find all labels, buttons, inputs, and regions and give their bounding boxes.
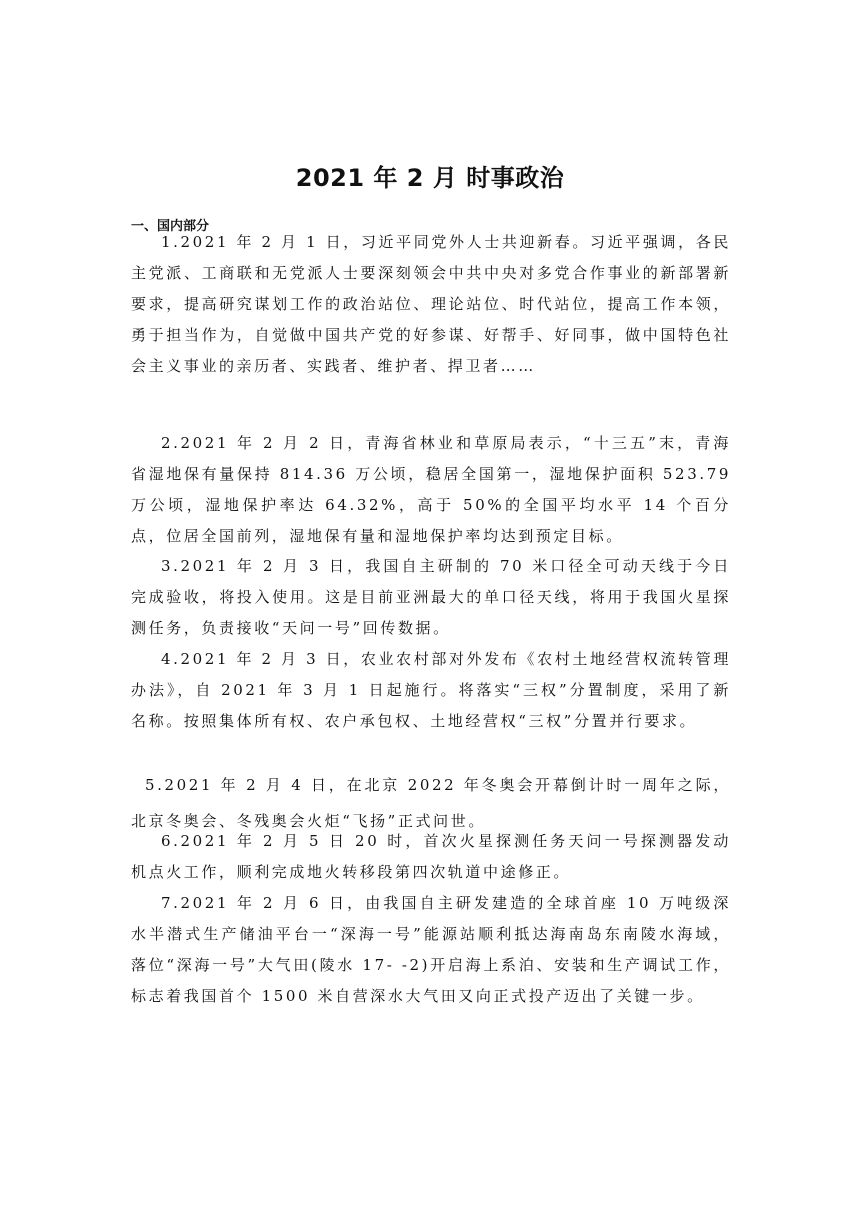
paragraph-item-6: 6.2021 年 2 月 5 日 20 时，首次火星探测任务天问一号探测器发动机点火工作，顺利完成地火转移段第四次轨道中途修正。: [131, 832, 731, 881]
paragraph-item-7: 7.2021 年 2 月 6 日，由我国自主研发建造的全球首座 10 万吨级深水半潜式生产储油平台一“深海一号”能源站顺利抵达海南岛东南陵水海域，落位“深海一号”大气田(陵水 17- -2)开启海上系泊、安装和生产调试工作，标志着我国首个 1500 米自营深水大气田又向正式投产迈出了关键一步。: [131, 894, 731, 1005]
paragraph-item-4: 4.2021 年 2 月 3 日，农业农村部对外发布《农村土地经营权流转管理办法》，自 2021 年 3 月 1 日起施行。将落实“三权”分置制度，采用了新名称。按照集体所有权、农户承包权、土地经营权“三权”分置并行要求。: [131, 650, 731, 730]
paragraph-item-5: 5.2021 年 2 月 4 日，在北京 2022 年冬奥会开幕倒计时一周年之际，北京冬奥会、冬残奥会火炬“飞扬”正式问世。: [131, 776, 731, 830]
paragraph-item-3: 3.2021 年 2 月 3 日，我国自主研制的 70 米口径全可动天线于今日完成验收，将投入使用。这是目前亚洲最大的单口径天线，将用于我国火星探测任务，负责接收“天问一号”回传数据。: [131, 557, 731, 637]
paragraph-item-1: 1.2021 年 2 月 1 日，习近平同党外人士共迎新春。习近平强调，各民主党派、工商联和无党派人士要深刻领会中共中央对多党合作事业的新部署新要求，提高研究谋划工作的政治站位、理论站位、时代站位，提高工作本领，勇于担当作为，自觉做中国共产党的好参谋、好帮手、好同事，做中国特色社会主义事业的亲历者、实践者、维护者、捍卫者……: [131, 233, 731, 375]
section-heading: 一、国内部分: [131, 219, 210, 234]
document-title: 2021 年 2 月 时事政治: [295, 164, 565, 192]
paragraph-item-2: 2.2021 年 2 月 2 日，青海省林业和草原局表示，“十三五”末，青海省湿地保有量保持 814.36 万公顷，稳居全国第一，湿地保护面积 523.79 万公顷，湿地保护率达 64.32%，高于 50%的全国平均水平 14 个百分点，位居全国前列，湿地保有量和湿地保护率均达到预定目标。: [131, 434, 731, 545]
